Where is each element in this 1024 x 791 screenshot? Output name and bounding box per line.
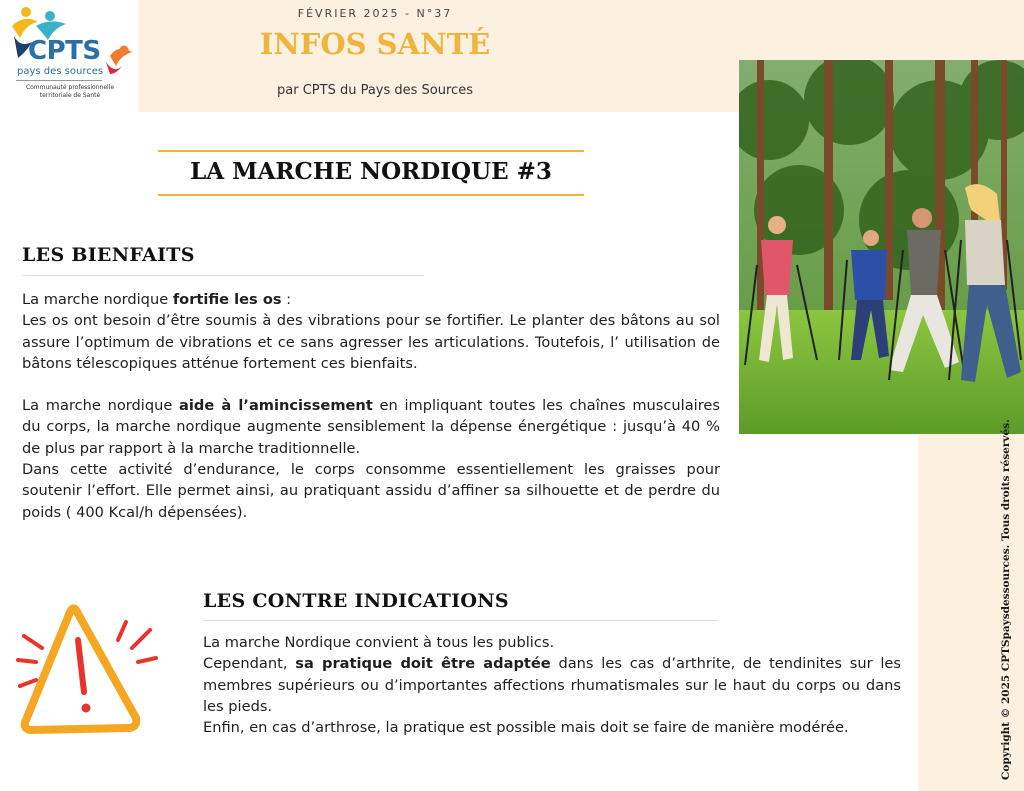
bienfaits-paragraph-1 xyxy=(22,289,720,310)
bienfaits-heading: LES BIENFAITS xyxy=(22,244,195,266)
contre-heading: LES CONTRE INDICATIONS xyxy=(203,590,509,612)
issue-label: FÉVRIER 2025 - N°37 xyxy=(297,7,453,20)
bienfaits-paragraph-4: Dans cette activité d’endurance, le corps consomme essentiellement les graisses pour soutenir l’effort. Elle permet ainsi, au pratiquant assidu d’affiner sa silhouette et de perdre du poids ( 400 Kcal/h dépensées). xyxy=(22,461,720,521)
bienfaits-rule xyxy=(22,275,424,276)
bienfaits-paragraph-2: Les os ont besoin d’être soumis à des vibrations pour se fortifier. Le planter des bâtons au sol assure l’optimum de vibrations et ce sans agresser les articulations. Toutefois, l’ utilisation de bâtons télescopiques atténue fortement ces bienfaits. xyxy=(22,312,720,372)
contre-paragraph-1: La marche Nordique convient à tous les publics. xyxy=(203,634,555,651)
bienfaits-paragraph-3 xyxy=(22,395,720,459)
bienfaits-p1-bold: fortifie les os xyxy=(172,291,282,308)
bienfaits-p1-intro: La marche nordique xyxy=(22,291,173,308)
logo-acronym: CPTS xyxy=(28,36,101,66)
contre-paragraph-3: Enfin, en cas d’arthrose, la pratique est possible mais doit se faire de manière modérée. xyxy=(203,719,849,737)
contre-p2-tail: dans les cas d’arthrite, de tendinites sur les membres supérieurs ou d’importantes affections rhumatismales sur le haut du corps ou dans les pieds. xyxy=(203,655,901,715)
paragraph-gap xyxy=(22,374,720,395)
bienfaits-p3-intro: La marche nordique xyxy=(22,397,180,415)
newsletter-title: INFOS SANTÉ xyxy=(259,27,491,61)
contre-text xyxy=(203,632,901,738)
logo-divider xyxy=(16,80,102,81)
logo-caption: Communauté professionnelle territoriale de Santé xyxy=(25,84,115,99)
contre-paragraph-2 xyxy=(203,653,901,717)
nordic-walking-photo xyxy=(739,60,1024,434)
article-title-box xyxy=(158,150,584,196)
contre-rule xyxy=(203,620,718,621)
bienfaits-p1-tail: : xyxy=(281,291,292,308)
bienfaits-p3-tail: en impliquant toutes les chaînes musculaires du corps, la marche nordique augmente sensiblement la dépense énergétique : jusqu’à 40 % de plus par rapport à la marche traditionnelle. xyxy=(22,397,720,457)
warning-triangle-icon xyxy=(14,600,164,749)
contre-p2-bold: sa pratique doit être adaptée xyxy=(295,655,551,673)
cpts-logo[interactable] xyxy=(0,0,138,112)
bienfaits-p3-bold: aide à l’amincissement xyxy=(179,397,373,415)
bienfaits-text xyxy=(22,289,720,523)
byline: par CPTS du Pays des Sources xyxy=(277,83,473,98)
contre-p2-intro: Cependant, xyxy=(203,655,296,673)
article-title: LA MARCHE NORDIQUE #3 xyxy=(190,158,552,185)
copyright-notice: Copyright © 2025 CPTSpaysdessources. Tous droits réservés. xyxy=(1000,419,1012,780)
logo-subtitle: pays des sources xyxy=(17,66,104,77)
